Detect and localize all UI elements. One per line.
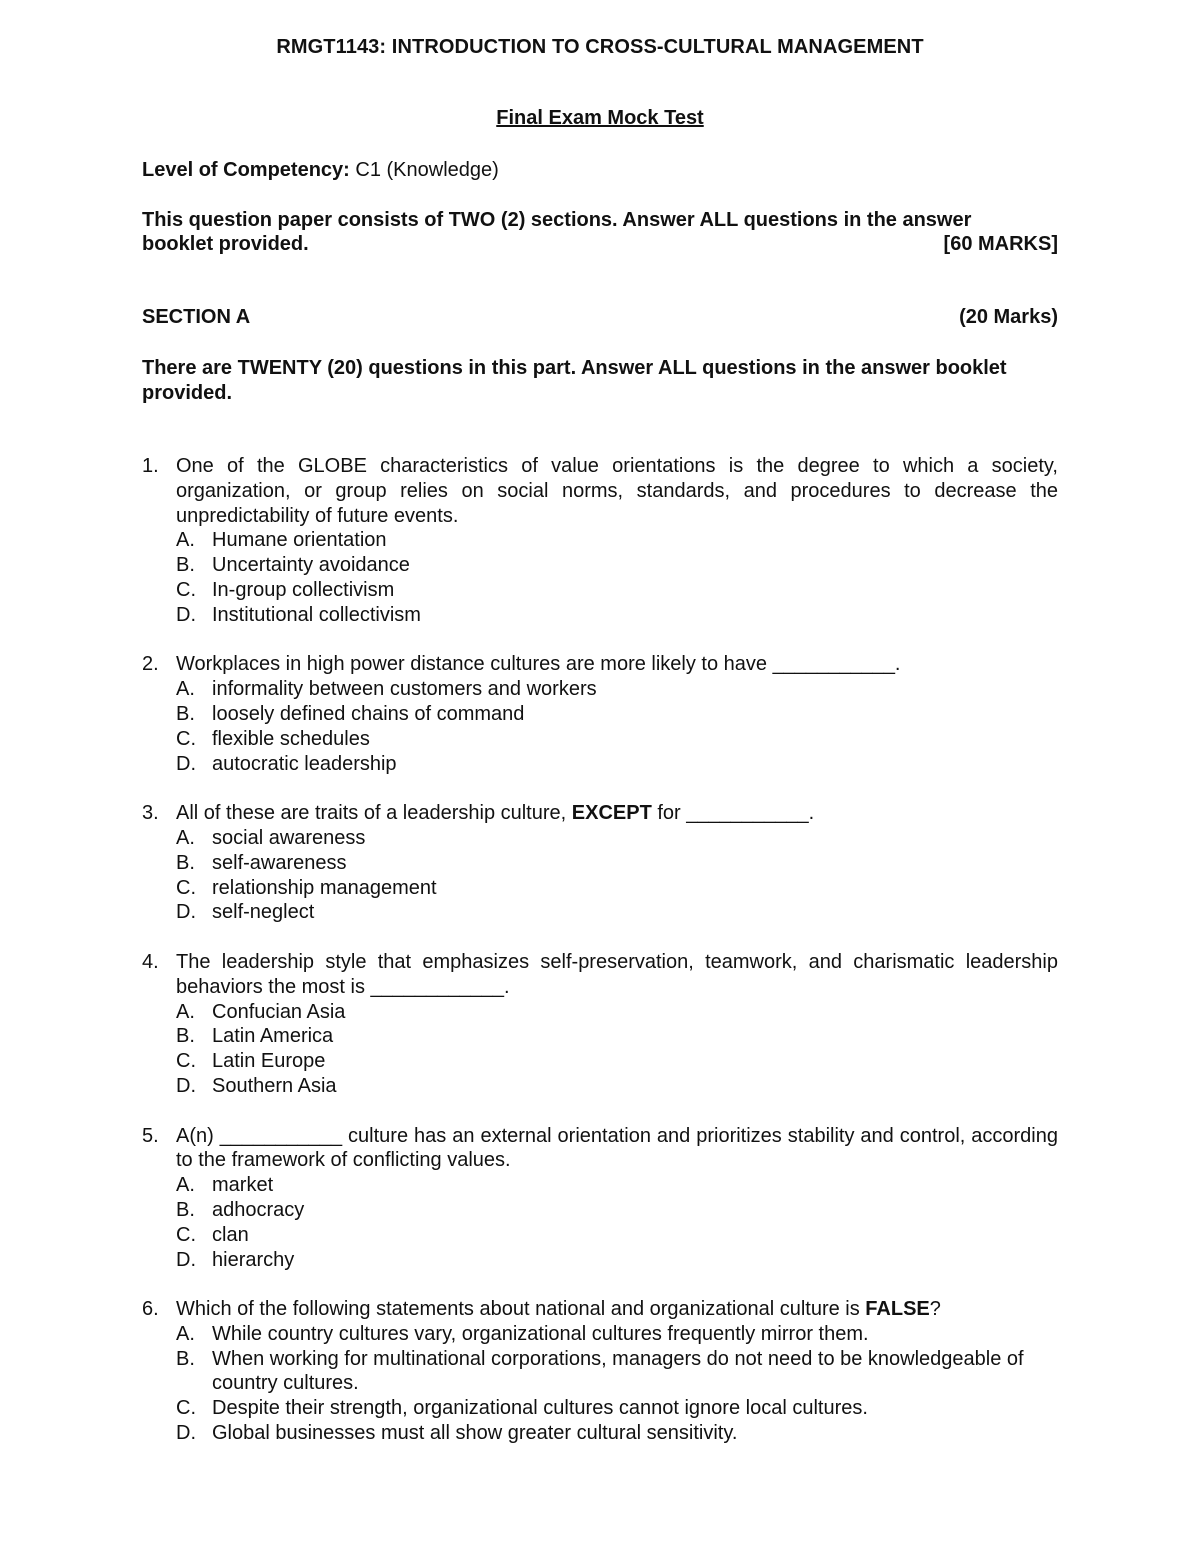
option-text: In-group collectivism bbox=[212, 578, 395, 601]
question-text-pre: Workplaces in high power distance cultures are more likely to have ___________. bbox=[176, 653, 901, 676]
question-number: 1. bbox=[142, 455, 159, 477]
option-letter: A. bbox=[176, 1000, 195, 1023]
section-a-title: SECTION A bbox=[142, 306, 251, 328]
option-letter: B. bbox=[176, 554, 195, 577]
competency-label: Level of Competency bbox=[142, 159, 344, 181]
option-text: self-awareness bbox=[212, 851, 347, 874]
answer-options bbox=[176, 1000, 1058, 1099]
section-a-instruction: There are TWENTY (20) questions in this part. Answer ALL questions in the answer booklet provided. bbox=[142, 357, 1007, 404]
question-2 bbox=[142, 652, 1058, 776]
option-text: Uncertainty avoidance bbox=[212, 554, 410, 577]
answer-option bbox=[176, 1322, 1058, 1347]
answer-option bbox=[176, 1396, 1058, 1421]
question-number: 5. bbox=[142, 1124, 159, 1147]
answer-options bbox=[176, 677, 1058, 776]
option-letter: A. bbox=[176, 529, 195, 552]
question-text-pre: One of the GLOBE characteristics of value orientations is the degree to which a society, organization, or group relies on social norms, standards, and procedures to decrease the unpredictability of future events. bbox=[176, 455, 1058, 527]
question-text bbox=[176, 1297, 1058, 1322]
option-letter: A. bbox=[176, 1174, 195, 1197]
answer-option bbox=[176, 603, 1058, 628]
question-text-post: ? bbox=[929, 1298, 941, 1321]
competency-value: C1 (Knowledge) bbox=[349, 159, 499, 181]
answer-option bbox=[176, 900, 1058, 925]
question-number: 4. bbox=[142, 950, 159, 973]
answer-option bbox=[176, 1248, 1058, 1273]
answer-option bbox=[176, 876, 1058, 901]
option-text: Southern Asia bbox=[212, 1074, 337, 1097]
answer-option bbox=[176, 702, 1058, 727]
answer-option bbox=[176, 727, 1058, 752]
option-letter: C. bbox=[176, 1223, 196, 1246]
option-text: Humane orientation bbox=[212, 529, 387, 552]
question-text-bold: FALSE bbox=[865, 1298, 930, 1321]
exam-title-text: Final Exam Mock Test bbox=[496, 107, 704, 129]
option-letter: B. bbox=[176, 702, 195, 725]
option-letter: C. bbox=[176, 1397, 196, 1420]
option-text: informality between customers and workers bbox=[212, 678, 597, 701]
instructions-line-1: This question paper consists of TWO (2) sections. Answer ALL questions in the answer bbox=[142, 209, 972, 231]
option-letter: C. bbox=[176, 876, 196, 899]
option-text: market bbox=[212, 1174, 274, 1197]
question-text bbox=[176, 1124, 1058, 1174]
total-marks: [60 MARKS] bbox=[943, 233, 1058, 255]
question-6 bbox=[142, 1297, 1058, 1446]
answer-option bbox=[176, 851, 1058, 876]
question-text-post: for ___________. bbox=[651, 802, 815, 825]
option-text: Latin America bbox=[212, 1025, 334, 1048]
option-letter: B. bbox=[176, 851, 195, 874]
competency-colon: : bbox=[343, 159, 350, 181]
option-text: flexible schedules bbox=[212, 727, 370, 750]
answer-option bbox=[176, 578, 1058, 603]
option-letter: B. bbox=[176, 1025, 195, 1048]
option-letter: D. bbox=[176, 1422, 196, 1445]
answer-option bbox=[176, 1198, 1058, 1223]
option-letter: D. bbox=[176, 603, 196, 626]
answer-option bbox=[176, 553, 1058, 578]
option-letter: A. bbox=[176, 678, 195, 701]
question-stem bbox=[142, 950, 1058, 1000]
course-title: RMGT1143: INTRODUCTION TO CROSS-CULTURAL MANAGEMENT bbox=[276, 36, 924, 58]
section-a-header bbox=[142, 306, 1058, 329]
question-stem bbox=[142, 652, 1058, 677]
exam-title bbox=[0, 107, 1200, 130]
answer-option bbox=[176, 528, 1058, 553]
option-letter: D. bbox=[176, 1248, 196, 1271]
option-text: Latin Europe bbox=[212, 1050, 326, 1073]
option-text: Global businesses must all show greater cultural sensitivity. bbox=[212, 1422, 738, 1445]
option-text: relationship management bbox=[212, 876, 437, 899]
question-list bbox=[142, 454, 1058, 1471]
answer-option bbox=[176, 1000, 1058, 1025]
answer-options bbox=[176, 1322, 1058, 1446]
question-stem bbox=[142, 1124, 1058, 1174]
option-text: autocratic leadership bbox=[212, 752, 397, 775]
instructions-line-2 bbox=[142, 232, 1058, 256]
answer-option bbox=[176, 1421, 1058, 1446]
option-letter: B. bbox=[176, 1198, 195, 1221]
option-text: Despite their strength, organizational cultures cannot ignore local cultures. bbox=[212, 1397, 868, 1420]
option-letter: C. bbox=[176, 727, 196, 750]
option-text: self-neglect bbox=[212, 901, 315, 924]
answer-option bbox=[176, 752, 1058, 777]
question-4 bbox=[142, 950, 1058, 1099]
option-text: loosely defined chains of command bbox=[212, 702, 525, 725]
option-text: clan bbox=[212, 1223, 249, 1246]
question-text-pre: A(n) ___________ culture has an external orientation and prioritizes stability and control, according to the framework of conflicting values. bbox=[176, 1124, 1058, 1172]
option-text: Institutional collectivism bbox=[212, 603, 421, 626]
option-letter: C. bbox=[176, 578, 196, 601]
question-text-bold: EXCEPT bbox=[571, 802, 652, 825]
option-text: While country cultures vary, organizational cultures frequently mirror them. bbox=[212, 1322, 869, 1345]
option-text: When working for multinational corporations, managers do not need to be knowledgeable of country cultures. bbox=[212, 1347, 1024, 1395]
option-letter: C. bbox=[176, 1050, 196, 1073]
answer-option bbox=[176, 1347, 1058, 1397]
question-number: 6. bbox=[142, 1298, 159, 1321]
question-stem bbox=[142, 454, 1058, 528]
option-text: hierarchy bbox=[212, 1248, 295, 1271]
question-1 bbox=[142, 454, 1058, 628]
answer-option bbox=[176, 1074, 1058, 1099]
question-text bbox=[176, 652, 1058, 677]
answer-options bbox=[176, 826, 1058, 925]
answer-option bbox=[176, 826, 1058, 851]
instructions-line-2-text: booklet provided. bbox=[142, 233, 309, 255]
answer-option bbox=[176, 1049, 1058, 1074]
question-number: 3. bbox=[142, 802, 159, 825]
option-letter: D. bbox=[176, 1074, 196, 1097]
option-text: adhocracy bbox=[212, 1198, 305, 1221]
option-letter: A. bbox=[176, 826, 195, 849]
question-text-pre: The leadership style that emphasizes self-preservation, teamwork, and charismatic leadership behaviors the most is ____________. bbox=[176, 950, 1058, 998]
question-stem bbox=[142, 801, 1058, 826]
question-text bbox=[176, 454, 1058, 528]
option-letter: A. bbox=[176, 1322, 195, 1345]
answer-option bbox=[176, 1173, 1058, 1198]
answer-option bbox=[176, 1024, 1058, 1049]
question-text-pre: Which of the following statements about national and organizational culture is bbox=[176, 1298, 866, 1321]
answer-option bbox=[176, 1223, 1058, 1248]
option-letter: D. bbox=[176, 752, 196, 775]
answer-options bbox=[176, 528, 1058, 627]
option-text: social awareness bbox=[212, 826, 366, 849]
option-letter: B. bbox=[176, 1347, 195, 1370]
option-text: Confucian Asia bbox=[212, 1000, 346, 1023]
question-text bbox=[176, 950, 1058, 1000]
question-text-pre: All of these are traits of a leadership culture, bbox=[176, 802, 572, 825]
question-5 bbox=[142, 1124, 1058, 1273]
question-stem bbox=[142, 1297, 1058, 1322]
paper-instructions bbox=[142, 208, 1058, 256]
question-3 bbox=[142, 801, 1058, 925]
section-a-marks: (20 Marks) bbox=[959, 306, 1058, 328]
question-number: 2. bbox=[142, 653, 159, 676]
option-letter: D. bbox=[176, 901, 196, 924]
question-text bbox=[176, 801, 1058, 826]
answer-option bbox=[176, 677, 1058, 702]
answer-options bbox=[176, 1173, 1058, 1272]
competency-line bbox=[142, 159, 499, 182]
